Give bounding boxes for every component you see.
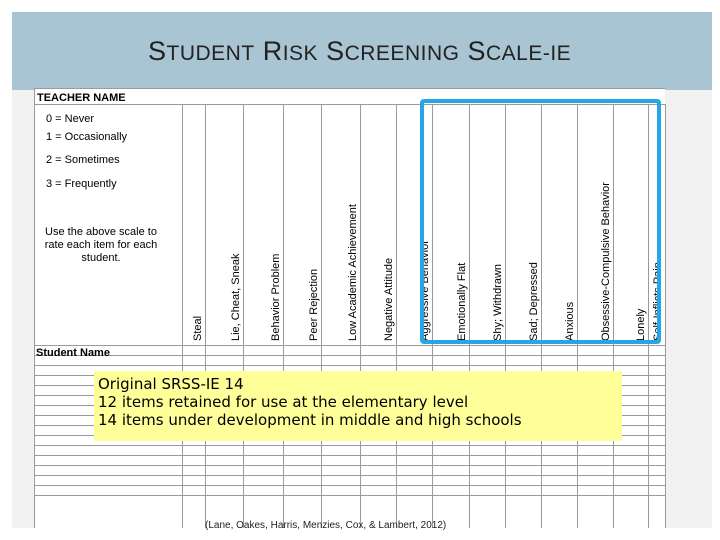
- item-header: Sad; Depressed: [528, 262, 540, 341]
- grid-line: [34, 495, 665, 496]
- item-header: Obsessive-Compulsive Behavior: [600, 182, 612, 341]
- scale-occasionally: 1 = Occasionally: [46, 131, 128, 143]
- grid-line: [34, 455, 665, 456]
- grid-line: [34, 365, 665, 366]
- grid-line: [34, 355, 665, 356]
- item-header: Peer Rejection: [308, 268, 320, 341]
- item-header: Negative Attitude: [383, 257, 395, 341]
- scale-frequently: 3 = Frequently: [46, 178, 117, 190]
- teacher-name-label: TEACHER NAME: [37, 92, 126, 104]
- note-line-1: Original SRSS-IE 14: [98, 375, 244, 393]
- item-header: Behavior Problem: [270, 253, 282, 341]
- item-header: Steal: [192, 315, 204, 341]
- grid-line: [34, 485, 665, 486]
- item-header: Emotionally Flat: [456, 262, 468, 341]
- student-name-label: Student Name: [36, 347, 110, 359]
- grid-line: [34, 465, 665, 466]
- item-header: Aggressive Behavior: [419, 240, 431, 341]
- item-header: Low Academic Achievement: [347, 204, 359, 341]
- item-header: Self-Inflicts Pain: [652, 262, 664, 341]
- grid-line: [34, 88, 35, 528]
- scale-never: 0 = Never: [46, 113, 94, 125]
- srss-ie-note: [94, 371, 622, 441]
- note-line-3: 14 items under development in middle and high schools: [98, 411, 522, 429]
- grid-line: [34, 445, 665, 446]
- item-header: Lie, Cheat, Sneak: [230, 253, 242, 341]
- item-header: Lonely: [635, 308, 647, 341]
- rating-instructions: Use the above scale to rate each item for each student.: [44, 226, 158, 264]
- item-header: Shy; Withdrawn: [492, 263, 504, 341]
- grid-line: [665, 104, 666, 528]
- grid-line: [34, 475, 665, 476]
- grid-line: [34, 88, 665, 89]
- scale-sometimes: 2 = Sometimes: [46, 154, 120, 166]
- internalizing-items-highlight: [420, 99, 661, 344]
- grid-line: [34, 345, 665, 346]
- item-header: Anxious: [564, 301, 576, 341]
- citation: (Lane, Oakes, Harris, Menzies, Cox, & Lambert, 2012): [205, 520, 447, 531]
- slide-title: STUDENT RISK SCREENING SCALE-IE: [148, 36, 572, 66]
- note-line-2: 12 items retained for use at the elementary level: [98, 393, 469, 411]
